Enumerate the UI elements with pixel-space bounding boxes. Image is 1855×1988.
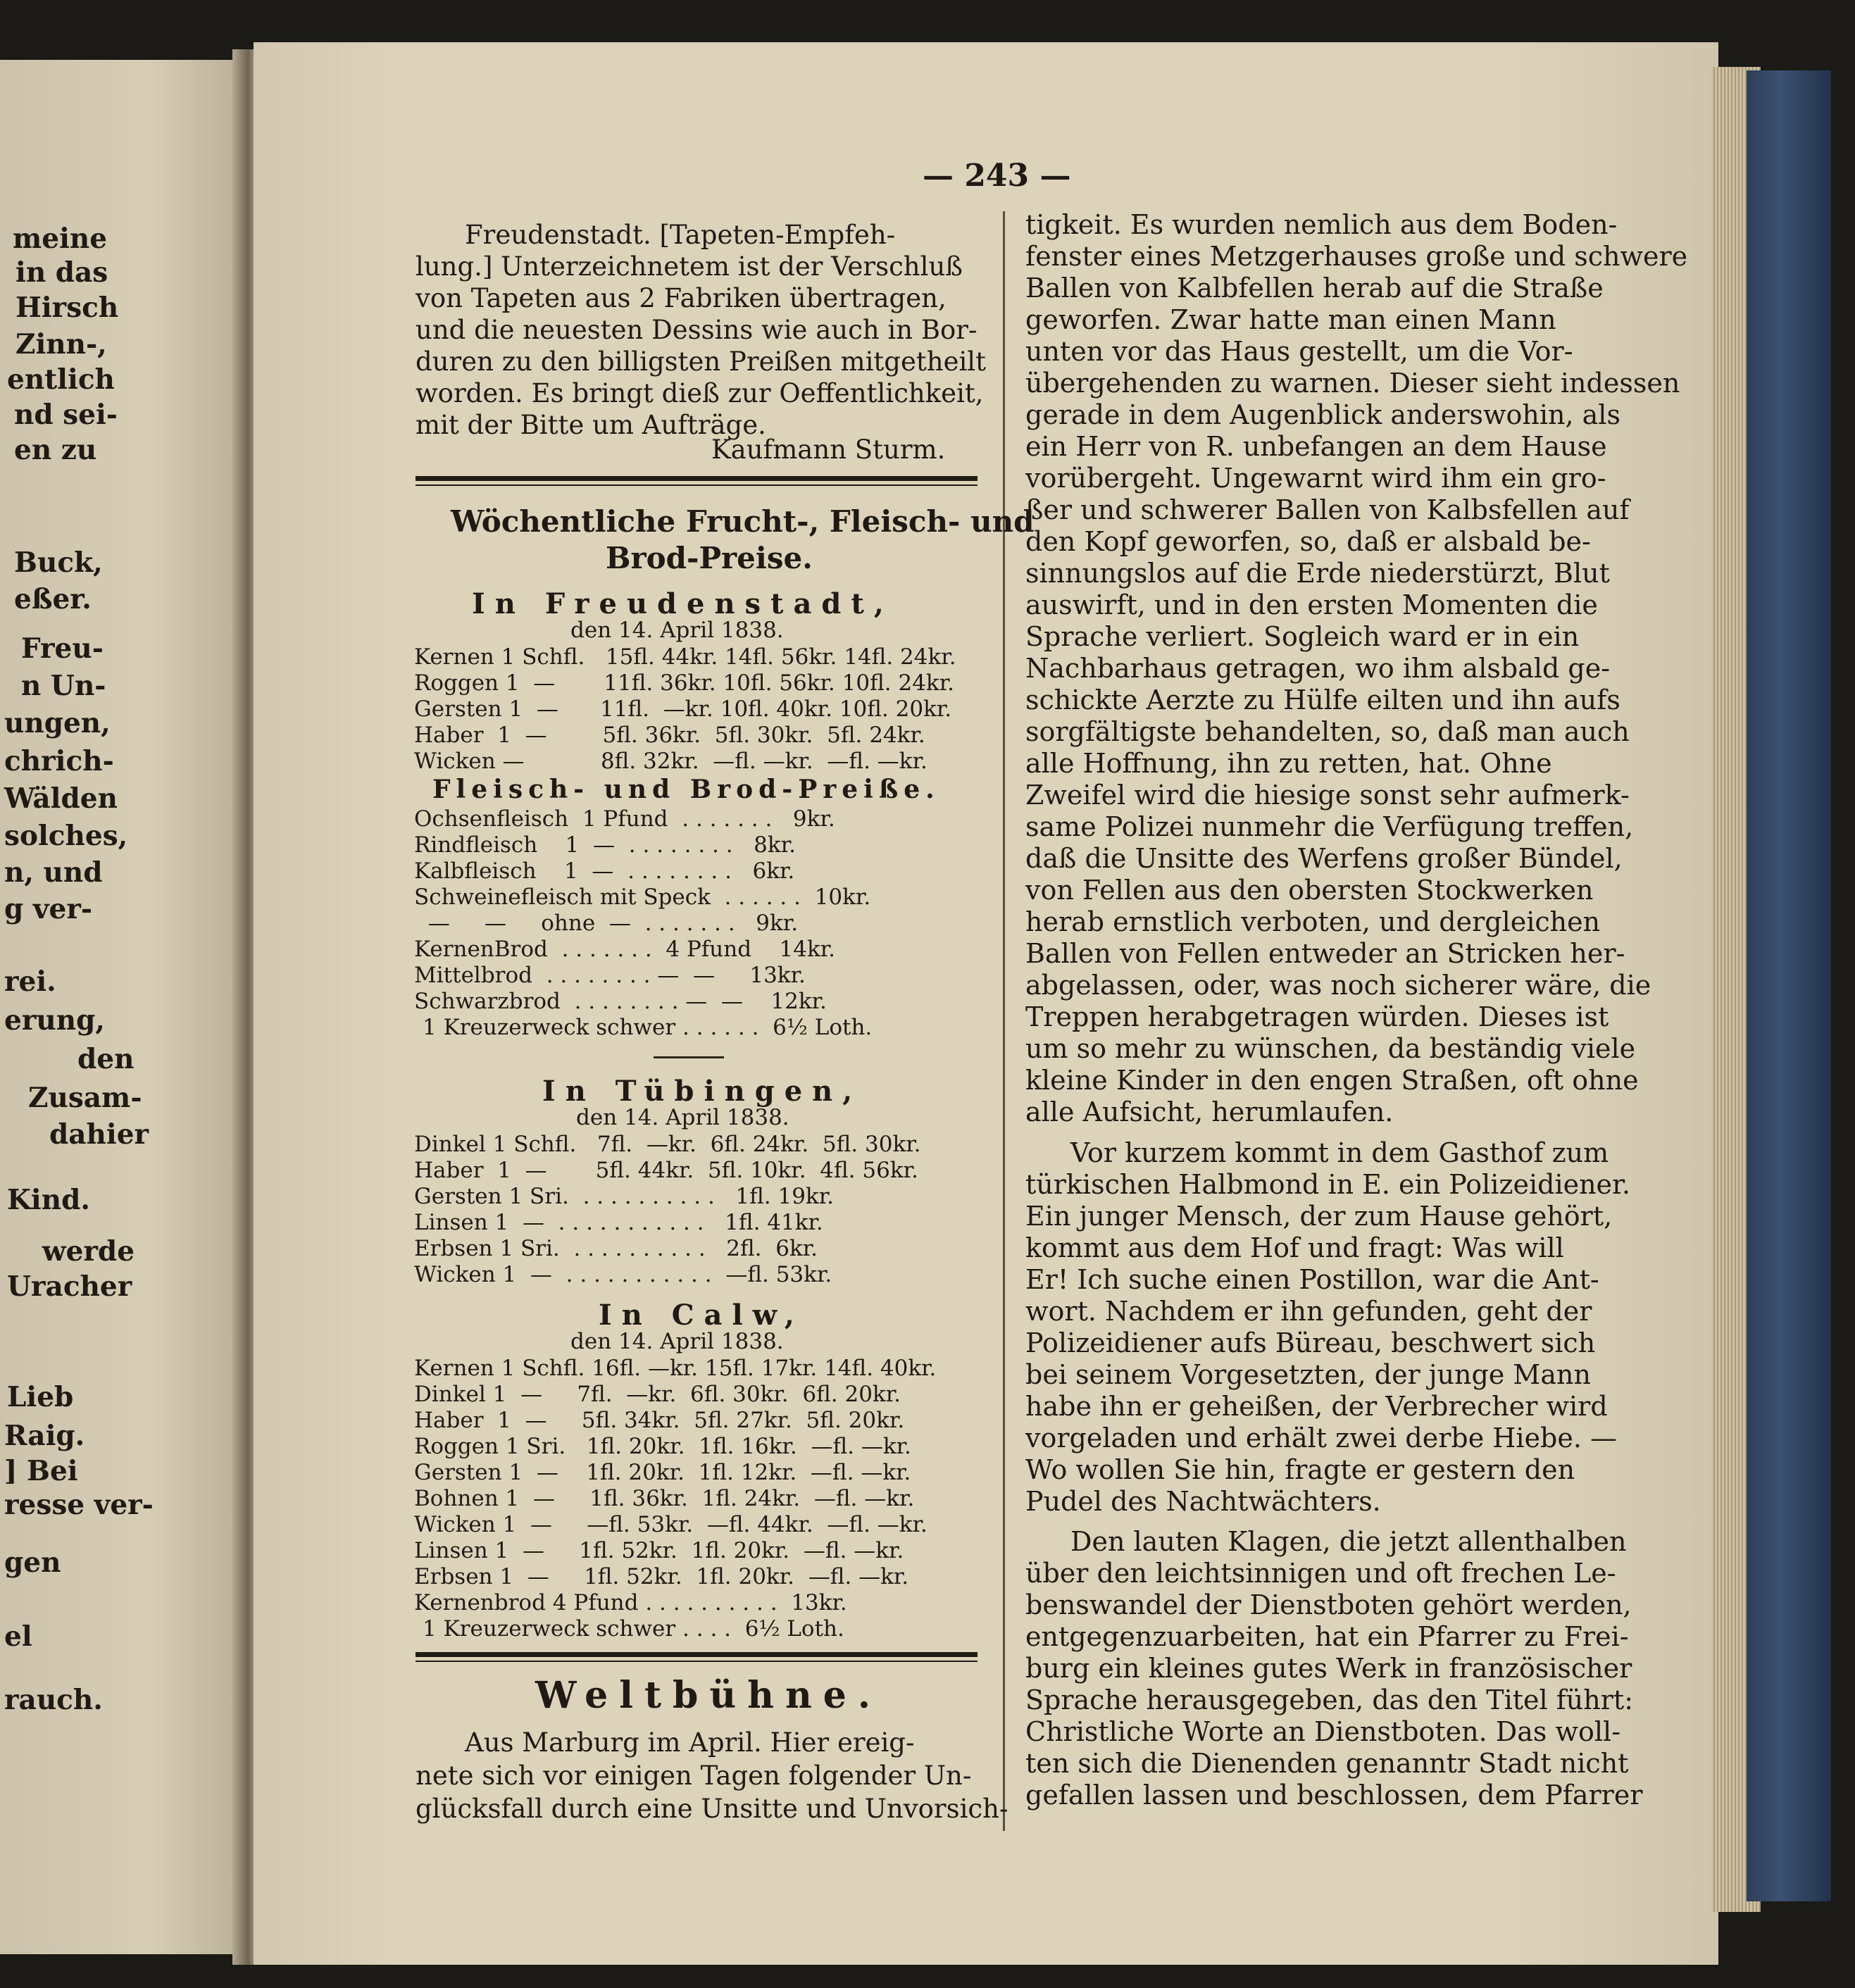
meat-heading: Fleisch- und Brod-Preiße. — [432, 775, 940, 804]
notice-signature: Kaufmann Sturm. — [711, 435, 946, 465]
meat-row: KernenBrod . . . . . . . 4 Pfund 14kr. — [414, 937, 835, 962]
section-rule — [416, 476, 978, 481]
price-row: Kernen 1 Schfl. 15fl. 44kr. 14fl. 56kr. 14fl. 24kr. — [414, 644, 956, 670]
article-line: alle Aufsicht, herumlaufen. — [1025, 1096, 1394, 1127]
price-row: Roggen 1 Sri. 1fl. 20kr. 1fl. 16kr. —fl. —kr. — [414, 1434, 911, 1459]
section-rule — [416, 1652, 978, 1657]
meat-row: Mittelbrod . . . . . . . . — — 13kr. — [414, 963, 806, 988]
left-fragment: werde — [42, 1235, 135, 1268]
meat-row: Ochsenfleisch 1 Pfund . . . . . . . 9kr. — [414, 806, 835, 832]
left-fragment: n, und — [4, 856, 103, 889]
article-line: Christliche Worte an Dienstboten. Das woll- — [1025, 1716, 1621, 1747]
section-title-weltbuehne: Weltbühne. — [535, 1674, 882, 1717]
article-line: kommt aus dem Hof und fragt: Was will — [1025, 1232, 1564, 1263]
price-row: Bohnen 1 — 1fl. 36kr. 1fl. 24kr. —fl. —kr. — [414, 1486, 915, 1511]
article-line: übergehenden zu warnen. Dieser sieht indessen — [1025, 368, 1680, 399]
article-line: Zweifel wird die hiesige sonst sehr aufmerk- — [1025, 780, 1630, 811]
left-fragment: gen — [4, 1546, 61, 1579]
price-row: Gersten 1 — 11fl. —kr. 10fl. 40kr. 10fl. 20kr. — [414, 696, 952, 722]
article-line: Ballen von Kalbfellen herab auf die Straße — [1025, 273, 1604, 304]
price-row: Kernenbrod 4 Pfund . . . . . . . . . . 13kr. — [414, 1590, 847, 1615]
left-fragment: in das — [15, 256, 108, 289]
left-fragment: rei. — [4, 965, 56, 998]
meat-row: Rindfleisch 1 — . . . . . . . . 8kr. — [414, 832, 796, 858]
article-line: vorübergeht. Ungewarnt wird ihm ein gro- — [1025, 463, 1606, 494]
article-line: glücksfall durch eine Unsitte und Unvorsich- — [416, 1794, 1008, 1824]
article-line: alle Hoffnung, ihn zu retten, hat. Ohne — [1025, 748, 1552, 779]
article-line: um so mehr zu wünschen, da beständig viele — [1025, 1033, 1636, 1064]
price-row: Wicken 1 — . . . . . . . . . . . —fl. 53kr. — [414, 1262, 832, 1287]
price-row: Gersten 1 — 1fl. 20kr. 1fl. 12kr. —fl. —kr. — [414, 1460, 911, 1485]
left-fragment: en zu — [14, 434, 97, 466]
left-fragment: eßer. — [14, 583, 92, 615]
notice-line: und die neuesten Dessins wie auch in Bor- — [416, 315, 978, 345]
article-line: tigkeit. Es wurden nemlich aus dem Boden- — [1025, 209, 1618, 240]
article-line: entgegenzuarbeiten, hat ein Pfarrer zu Frei- — [1025, 1621, 1629, 1652]
article-line: Aus Marburg im April. Hier ereig- — [465, 1727, 915, 1758]
article-line: daß die Unsitte des Werfens großer Bündel, — [1025, 843, 1623, 874]
article-line: abgelassen, oder, was noch sicherer wäre, die — [1025, 970, 1651, 1001]
price-date: den 14. April 1838. — [570, 1329, 784, 1354]
price-row: Haber 1 — 5fl. 34kr. 5fl. 27kr. 5fl. 20kr. — [414, 1408, 905, 1433]
left-fragment: Zinn-, — [15, 328, 107, 361]
article-line: wort. Nachdem er ihn gefunden, geht der — [1025, 1296, 1592, 1327]
town-heading: In Calw, — [599, 1299, 804, 1332]
price-row: Dinkel 1 — 7fl. —kr. 6fl. 30kr. 6fl. 20kr. — [414, 1382, 901, 1407]
article-line: Nachbarhaus getragen, wo ihm alsbald ge- — [1025, 653, 1611, 684]
left-fragment: Wälden — [4, 782, 118, 815]
article-line: fenster eines Metzgerhauses große und schwere — [1025, 241, 1688, 272]
left-fragment: Freu- — [21, 632, 104, 665]
article-line: ßer und schwerer Ballen von Kalbsfellen auf — [1025, 494, 1630, 525]
left-fragment: g ver- — [4, 893, 93, 925]
price-row: Wicken — 8fl. 32kr. —fl. —kr. —fl. —kr. — [414, 749, 928, 774]
article-line: Sprache verliert. Sogleich ward er in ein — [1025, 621, 1580, 652]
town-heading: In Freudenstadt, — [472, 587, 894, 620]
article-line: schickte Aerzte zu Hülfe eilten und ihn aufs — [1025, 684, 1620, 715]
price-row: Kernen 1 Schfl. 16fl. —kr. 15fl. 17kr. 14fl. 40kr. — [414, 1356, 937, 1381]
left-fragment: rauch. — [4, 1684, 103, 1716]
left-fragment: erung, — [4, 1004, 105, 1037]
article-line: den Kopf geworfen, so, daß er alsbald be- — [1025, 526, 1591, 557]
article-line: gerade in dem Augenblick anderswohin, als — [1025, 399, 1620, 430]
page-number: — 243 — — [923, 158, 1071, 194]
article-line: burg ein kleines gutes Werk in französischer — [1025, 1653, 1632, 1684]
price-date: den 14. April 1838. — [576, 1105, 789, 1130]
price-date: den 14. April 1838. — [570, 618, 784, 643]
left-fragment: Kind. — [7, 1184, 90, 1216]
notice-line: Freudenstadt. [Tapeten-Empfeh- — [465, 220, 896, 250]
notice-line: worden. Es bringt dieß zur Oeffentlichkeit, — [416, 378, 984, 408]
article-line: Vor kurzem kommt in dem Gasthof zum — [1070, 1137, 1609, 1168]
article-line: gefallen lassen und beschlossen, dem Pfarrer — [1025, 1780, 1643, 1811]
meat-row: — — ohne — . . . . . . . 9kr. — [414, 911, 799, 936]
left-fragment: n Un- — [21, 670, 106, 702]
column-divider — [1003, 211, 1005, 1831]
blue-cover-board — [1747, 70, 1831, 1901]
notice-line: mit der Bitte um Aufträge. — [416, 410, 766, 440]
article-line: same Polizei nunmehr die Verfügung treffen, — [1025, 811, 1634, 842]
price-row: Dinkel 1 Schfl. 7fl. —kr. 6fl. 24kr. 5fl. 30kr. — [414, 1132, 921, 1157]
article-line: vorgeladen und erhält zwei derbe Hiebe. — — [1025, 1423, 1618, 1454]
article-line: türkischen Halbmond in E. ein Polizeidiener. — [1025, 1169, 1631, 1200]
article-line: habe ihn er geheißen, der Verbrecher wird — [1025, 1391, 1608, 1422]
left-fragment: Hirsch — [15, 292, 119, 324]
left-fragment: Lieb — [7, 1381, 74, 1413]
article-line: kleine Kinder in den engen Straßen, oft ohne — [1025, 1065, 1639, 1096]
price-row: Erbsen 1 — 1fl. 52kr. 1fl. 20kr. —fl. —kr. — [414, 1564, 909, 1589]
notice-line: von Tapeten aus 2 Fabriken übertragen, — [416, 283, 947, 313]
notice-line: duren zu den billigsten Preißen mitgetheilt — [416, 346, 987, 377]
left-fragment: entlich — [7, 363, 115, 396]
article-line: sorgfältigste behandelten, so, daß man auch — [1025, 716, 1630, 747]
left-fragment: meine — [13, 223, 108, 255]
price-row: Haber 1 — 5fl. 36kr. 5fl. 30kr. 5fl. 24kr. — [414, 723, 925, 748]
price-row: Haber 1 — 5fl. 44kr. 5fl. 10kr. 4fl. 56kr. — [414, 1158, 918, 1183]
left-fragment: Zusam- — [28, 1082, 142, 1114]
prices-title: Brod-Preise. — [606, 541, 813, 575]
price-row: Wicken 1 — —fl. 53kr. —fl. 44kr. —fl. —kr. — [414, 1512, 928, 1537]
article-line: Ein junger Mensch, der zum Hause gehört, — [1025, 1201, 1613, 1232]
price-row: Erbsen 1 Sri. . . . . . . . . . . 2fl. 6kr. — [414, 1236, 818, 1261]
left-fragment: den — [77, 1043, 135, 1075]
article-line: Pudel des Nachtwächters. — [1025, 1486, 1381, 1517]
left-fragment: ungen, — [4, 707, 111, 739]
short-rule — [654, 1056, 724, 1058]
price-row: Linsen 1 — 1fl. 52kr. 1fl. 20kr. —fl. —kr. — [414, 1538, 904, 1563]
meat-row: Schwarzbrod . . . . . . . . — — 12kr. — [414, 989, 827, 1014]
left-fragment: Uracher — [7, 1270, 132, 1303]
left-fragment: solches, — [4, 820, 128, 852]
price-row: Linsen 1 — . . . . . . . . . . . 1fl. 41kr. — [414, 1210, 823, 1235]
price-row: Gersten 1 Sri. . . . . . . . . . . 1fl. 19kr. — [414, 1184, 834, 1209]
article-line: von Fellen aus den obersten Stockwerken — [1025, 875, 1594, 906]
left-fragment: chrich- — [4, 745, 114, 777]
section-rule — [416, 485, 978, 486]
section-rule — [416, 1661, 978, 1662]
article-line: ten sich die Dienenden genanntr Stadt nicht — [1025, 1748, 1629, 1779]
prices-title: Wöchentliche Frucht-, Fleisch- und — [451, 504, 1035, 539]
article-line: über den leichtsinnigen und oft frechen Le- — [1025, 1558, 1616, 1589]
article-line: unten vor das Haus gestellt, um die Vor- — [1025, 336, 1573, 367]
article-line: Sprache herausgegeben, das den Titel führt: — [1025, 1684, 1633, 1715]
left-fragment: Buck, — [14, 546, 103, 579]
notice-line: lung.] Unterzeichnetem ist der Verschluß — [416, 251, 963, 282]
article-line: Wo wollen Sie hin, fragte er gestern den — [1025, 1454, 1575, 1485]
article-line: geworfen. Zwar hatte man einen Mann — [1025, 304, 1556, 335]
meat-row: Schweinefleisch mit Speck . . . . . . 10kr. — [414, 884, 871, 910]
left-fragment: el — [4, 1620, 32, 1653]
price-row: Roggen 1 — 11fl. 36kr. 10fl. 56kr. 10fl. 24kr. — [414, 670, 954, 696]
left-fragment: resse ver- — [4, 1489, 154, 1521]
article-line: auswirft, und in den ersten Momenten die — [1025, 589, 1598, 620]
article-line: Den lauten Klagen, die jetzt allenthalben — [1070, 1526, 1627, 1557]
article-line: Polizeidiener aufs Büreau, beschwert sich — [1025, 1327, 1596, 1358]
article-line: sinnungslos auf die Erde niederstürzt, Blut — [1025, 558, 1610, 589]
article-line: Ballen von Fellen entweder an Stricken her- — [1025, 938, 1625, 969]
left-fragment: dahier — [49, 1118, 149, 1151]
left-fragment: nd sei- — [14, 399, 118, 431]
article-line: Treppen herabgetragen würden. Dieses ist — [1025, 1001, 1609, 1032]
left-fragment: Raig. — [4, 1420, 85, 1452]
article-line: Er! Ich suche einen Postillon, war die Ant- — [1025, 1264, 1599, 1295]
article-line: ein Herr von R. unbefangen an dem Hause — [1025, 431, 1607, 462]
meat-row: Kalbfleisch 1 — . . . . . . . . 6kr. — [414, 858, 795, 884]
price-row: 1 Kreuzerweck schwer . . . . 6½ Loth. — [423, 1616, 844, 1642]
article-line: bei seinem Vorgesetzten, der junge Mann — [1025, 1359, 1591, 1390]
article-line: nete sich vor einigen Tagen folgender Un- — [416, 1761, 972, 1791]
left-fragment: ] Bei — [4, 1455, 78, 1487]
town-heading: In Tübingen, — [542, 1075, 863, 1108]
article-line: herab ernstlich verboten, und dergleichen — [1025, 906, 1601, 937]
article-line: benswandel der Dienstboten gehört werden, — [1025, 1589, 1632, 1620]
meat-row: 1 Kreuzerweck schwer . . . . . . 6½ Loth. — [423, 1015, 873, 1040]
